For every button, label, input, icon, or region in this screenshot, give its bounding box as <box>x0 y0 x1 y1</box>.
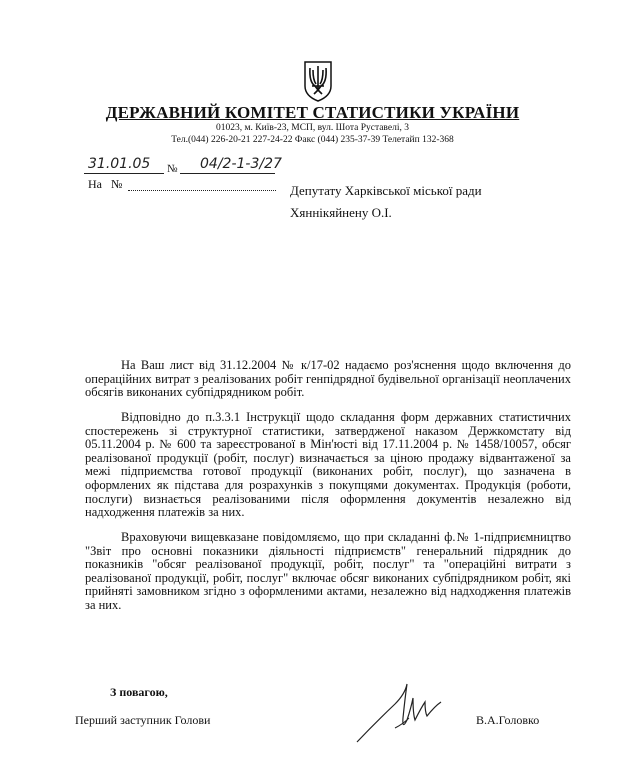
addressee-title: Депутату Харківської міської ради <box>290 183 482 198</box>
signer-name: В.А.Головко <box>476 713 540 727</box>
body-paragraph-3: Враховуючи вищевказане повідомляємо, що при складанні ф.№ 1-підприємництво "Звіт про основні показники діяльності підприємств" генеральний підрядник до показників "обсяг реалізованої продукції, робіт, послуг" та "операційні витрати з реалізованої продукції, робіт, послуг" включає обсяг виконаних субпідрядником робіт, які прийняті замовником згідно з оформленими актами, незалежно від надходження платежів за них. <box>85 530 571 612</box>
signer-position: Перший заступник Голови <box>75 713 211 727</box>
closing-regards: З повагою, <box>110 685 168 699</box>
reference-number-label: № <box>111 177 123 191</box>
organization-address: 01023, м. Київ-23, МСП, вул. Шота Руставелі, 3 <box>216 123 409 133</box>
organization-phones: Тел.(044) 226-20-21 227-24-22 Факс (044) 235-37-39 Телетайп 132-368 <box>171 135 454 145</box>
organization-name: ДЕРЖАВНИЙ КОМІТЕТ СТАТИСТИКИ УКРАЇНИ <box>105 103 520 122</box>
addressee-name: Хяннікяйнену О.І. <box>290 205 392 220</box>
registration-date: 31.01.05 <box>88 156 151 172</box>
trident-emblem-icon <box>303 60 333 102</box>
reference-label: На <box>88 177 102 191</box>
signature-icon <box>355 668 455 748</box>
registration-number: 04/2-1-3/27 <box>200 156 282 172</box>
reference-underline <box>128 190 276 191</box>
number-underline <box>180 173 275 174</box>
registration-number-label: № <box>167 163 178 175</box>
body-paragraph-1: На Ваш лист від 31.12.2004 № к/17-02 надаємо роз'яснення щодо включення до операційних витрат з реалізованих робіт генпідрядної будівельної організації неоплачених обсягів виконаних субпідрядником робіт. <box>85 358 571 400</box>
date-underline <box>84 173 164 174</box>
body-paragraph-2: Відповідно до п.3.3.1 Інструкції щодо складання форм державних статистичних спостережень зі структурної статистики, затвердженої наказом Держкомстату від 05.11.2004 р. № 600 та зареєстрованої в Мін'юсті від 17.11.2004 р. № 1458/10057, обсяг реалізованої продукції (робіт, послуг) визначається за ціною продажу відвантаженої за межі підприємства готової продукції (виконаних робіт, послуг), що зазначена в оформлених як підстава для розрахунків з покупцями документах. Продукція (роботи, послуги) визнається реалізованими після оформлення документів незалежно від надходження платежів за них. <box>85 410 571 520</box>
